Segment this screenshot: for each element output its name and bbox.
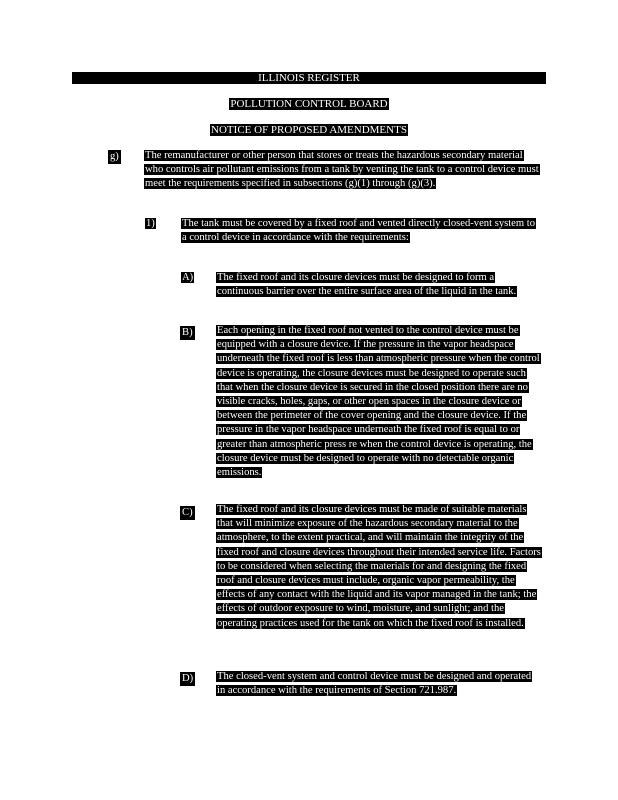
section-label: g)	[110, 151, 119, 162]
register-title: ILLINOIS REGISTER	[0, 72, 618, 85]
subitem-a-paragraph: The fixed roof and its closure devices must be designed to form a continuous barrier over the entire surface area of the liquid in the tank.	[217, 272, 517, 298]
subitem-d-label: D)	[182, 673, 194, 684]
subitem-b-label: B)	[182, 327, 193, 338]
subitem-a-label: A)	[182, 272, 194, 283]
notice-title: NOTICE OF PROPOSED AMENDMENTS	[211, 124, 407, 136]
subitem-d-paragraph: The closed-vent system and control device must be designed and operated in accordance with the requirements of Section 721.987.	[217, 671, 532, 697]
board-title: POLLUTION CONTROL BOARD	[230, 98, 388, 110]
subitem-c-label: C)	[182, 507, 193, 518]
subitem-b-paragraph: Each opening in the fixed roof not vented to the control device must be equipped with a closure device. If the pressure in the vapor headspace underneath the fixed roof is less than atmospheric pressure when the control device is operating, the closure devices must be designed to operate such that when the closure device is secured in the closed position there are no visible cracks, holes, gaps, or other open spaces in the closure device or between the perimeter of the cover opening and the closure device. If the pressure in the vapor headspace underneath the fixed roof is equal to or greater than atmospheric press re when the control device is operating, the closure device must be designed to operate with no detectable organic emissions.	[217, 325, 540, 479]
subitem-c-paragraph: The fixed roof and its closure devices must be made of suitable materials that will minimize exposure of the hazardous secondary material to the atmosphere, to the extent practical, and will maintain the integrity of the fixed roof and closure devices throughout their intended service life. Factors to be considered when selecting the materials for and designing the fixed roof and closure devices must include, organic vapor permeability, the effects of any contact with the liquid and its vapor managed in the tank; the effects of outdoor exposure to wind, moisture, and sunlight; and the operating practices used for the tank on which the fixed roof is installed.	[217, 504, 541, 629]
section-paragraph: The remanufacturer or other person that stores or treats the hazardous secondary material who controls air pollutant emissions from a tank by venting the tank to a control device must meet the requirements specified in subsections (g)(1) through (g)(3).	[145, 150, 539, 190]
item1-label: 1)	[146, 218, 155, 229]
item1-paragraph: The tank must be covered by a fixed roof and vented directly closed-vent system to a control device in accordance with the requirements:	[182, 218, 536, 244]
